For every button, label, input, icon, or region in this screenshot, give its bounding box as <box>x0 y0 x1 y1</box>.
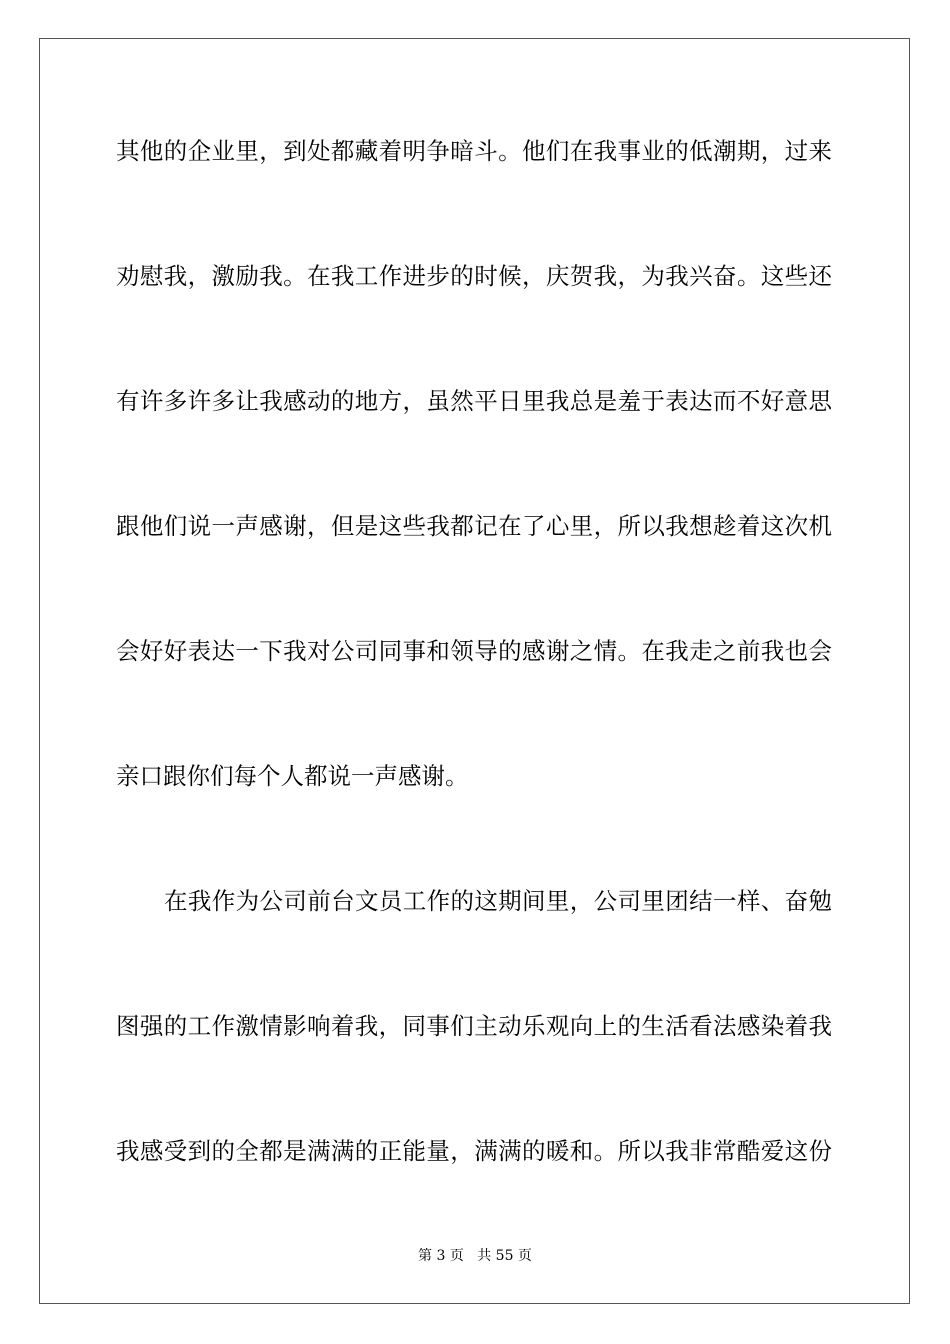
body-line-7: 在我作为公司前台文员工作的这期间里，公司里团结一样、奋勉 <box>164 887 832 915</box>
page-border <box>39 38 910 1304</box>
body-line-8: 图强的工作激情影响着我，同事们主动乐观向上的生活看法感染着我 <box>116 1012 832 1040</box>
body-line-2: 劝慰我，激励我。在我工作进步的时候，庆贺我，为我兴奋。这些还 <box>116 262 832 290</box>
body-line-6: 亲口跟你们每个人都说一声感谢。 <box>116 762 469 790</box>
body-line-9: 我感受到的全都是满满的正能量，满满的暖和。所以我非常酷爱这份 <box>116 1137 832 1165</box>
page-total: 共 55 页 <box>477 1248 532 1264</box>
page-footer <box>0 1247 950 1265</box>
body-line-3: 有许多许多让我感动的地方，虽然平日里我总是羞于表达而不好意思 <box>116 387 832 415</box>
page-number: 第 3 页 <box>418 1248 464 1264</box>
body-line-5: 会好好表达一下我对公司同事和领导的感谢之情。在我走之前我也会 <box>116 637 832 665</box>
body-line-1: 其他的企业里，到处都藏着明争暗斗。他们在我事业的低潮期，过来 <box>116 137 832 165</box>
body-line-4: 跟他们说一声感谢，但是这些我都记在了心里，所以我想趁着这次机 <box>116 512 832 540</box>
